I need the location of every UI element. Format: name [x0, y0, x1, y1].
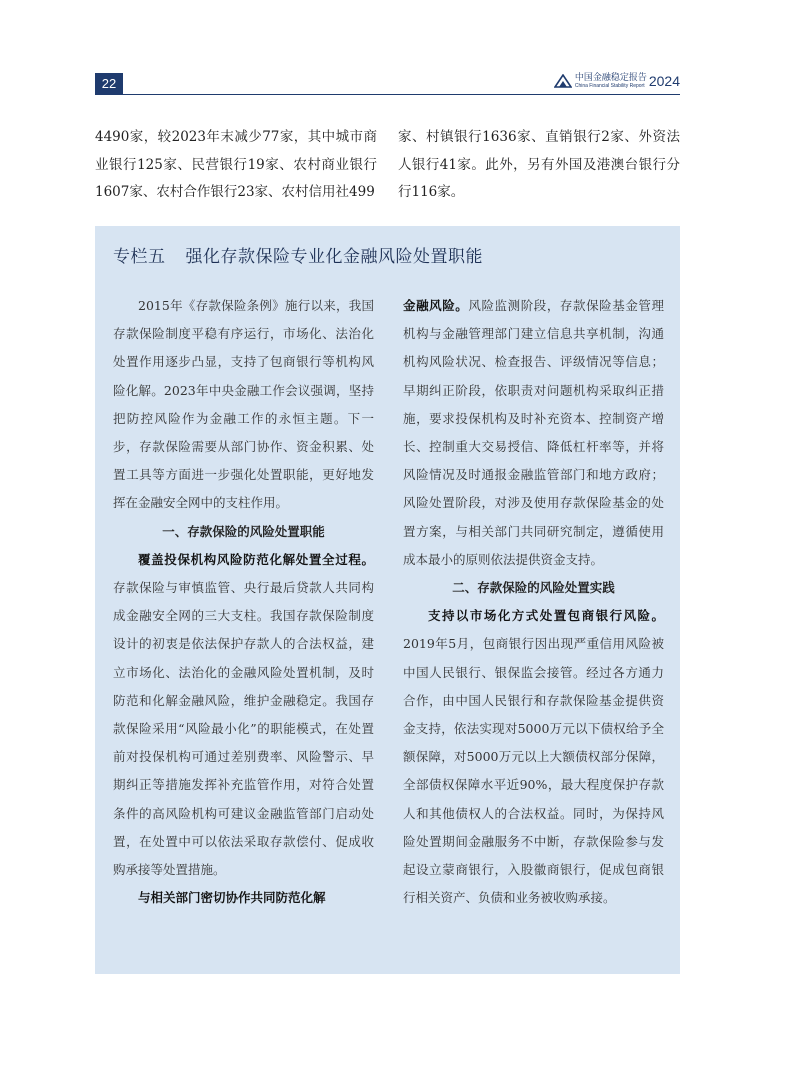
paragraph-lead: 覆盖投保机构风险防范化解处置全过程。 [138, 551, 374, 567]
brand-title-en: China Financial Stability Report [574, 82, 645, 89]
intro-left-column: 4490家，较2023年末减少77家，其中城市商业银行125家、民营银行19家、农村商业银行1607家、农村合作银行23家、农村信用社499 [95, 129, 377, 200]
paragraph [113, 546, 374, 884]
box-title [113, 242, 483, 267]
report-brand [554, 70, 680, 92]
box-right-column [403, 292, 664, 912]
paragraph-body: 2019年5月，包商银行因出现严重信用风险被中国人民银行、银保监会接管。经过各方通力合作，由中国人民银行和存款保险基金提供资金支持，依法实现对5000万元以下债权给予全额保障，对5000万元以上大额债权部分保障，全部债权保障水平近90%，最大程度保护存款人和其他债权人的合法权益。同时，为保持风险处置期间金融服务不中断，存款保险参与发起设立蒙商银行，入股徽商银行，促成包商银行相关资产、负债和业务被收购承接。 [403, 636, 664, 906]
column-box [95, 226, 680, 974]
page-header [95, 66, 680, 96]
section-heading: 二、存款保险的风险处置实践 [452, 580, 615, 596]
paragraph-lead: 金融风险。 [403, 298, 469, 313]
box-columns [113, 292, 664, 912]
paragraph: 2015年《存款保险条例》施行以来，我国存款保险制度平稳有序运行，市场化、法治化处置作用逐步凸显，支持了包商银行等机构风险化解。2023年中央金融工作会议强调，坚持把防控风险作为金融工作的永恒主题。下一步，存款保险需要从部门协作、资金积累、处置工具等方面进一步强化处置职能，更好地发挥在金融安全网中的支柱作用。 [113, 298, 374, 511]
header-rule [95, 94, 680, 95]
brand-title-cn: 中国金融稳定报告 [574, 72, 647, 83]
brand-text [575, 74, 647, 89]
paragraph-lead: 与相关部门密切协作共同防范化解 [138, 890, 326, 906]
page-number: 22 [95, 73, 123, 95]
paragraph-lead: 支持以市场化方式处置包商银行风险。 [428, 608, 664, 624]
box-heading: 强化存款保险专业化金融风险处置职能 [185, 247, 483, 267]
box-label: 专栏五 [113, 247, 166, 267]
paragraph [403, 292, 664, 574]
intro-text [95, 124, 680, 207]
paragraph [113, 884, 374, 912]
paragraph [403, 602, 664, 912]
section-heading: 一、存款保险的风险处置职能 [162, 523, 325, 539]
paragraph-body: 风险监测阶段，存款保险基金管理机构与金融管理部门建立信息共享机制，沟通机构风险状况、检查报告、评级情况等信息；早期纠正阶段，依职责对问题机构采取纠正措施，要求投保机构及时补充资本、控制资产增长、控制重大交易授信、降低杠杆率等，并将风险情况及时通报金融监管部门和地方政府；风险处置阶段，对涉及使用存款保险基金的处置方案，与相关部门共同研究制定，遵循使用成本最小的原则依法提供资金支持。 [403, 298, 664, 567]
mountain-logo-icon [554, 74, 572, 88]
intro-right-column: 家、村镇银行1636家、直销银行2家、外资法人银行41家。此外，另有外国及港澳台银行分行116家。 [398, 129, 680, 200]
brand-year: 2024 [648, 73, 680, 89]
box-left-column [113, 292, 374, 912]
paragraph-body: 存款保险与审慎监管、央行最后贷款人共同构成金融安全网的三大支柱。我国存款保险制度设计的初衷是依法保护存款人的合法权益，建立市场化、法治化的金融风险处置机制，及时防范和化解金融风险，维护金融稳定。我国存款保险采用“风险最小化”的职能模式，在处置前对投保机构可通过差别费率、风险警示、早期纠正等措施发挥补充监管作用，对符合处置条件的高风险机构可建议金融监管部门启动处置，在处置中可以依法采取存款偿付、促成收购承接等处置措施。 [113, 580, 374, 878]
